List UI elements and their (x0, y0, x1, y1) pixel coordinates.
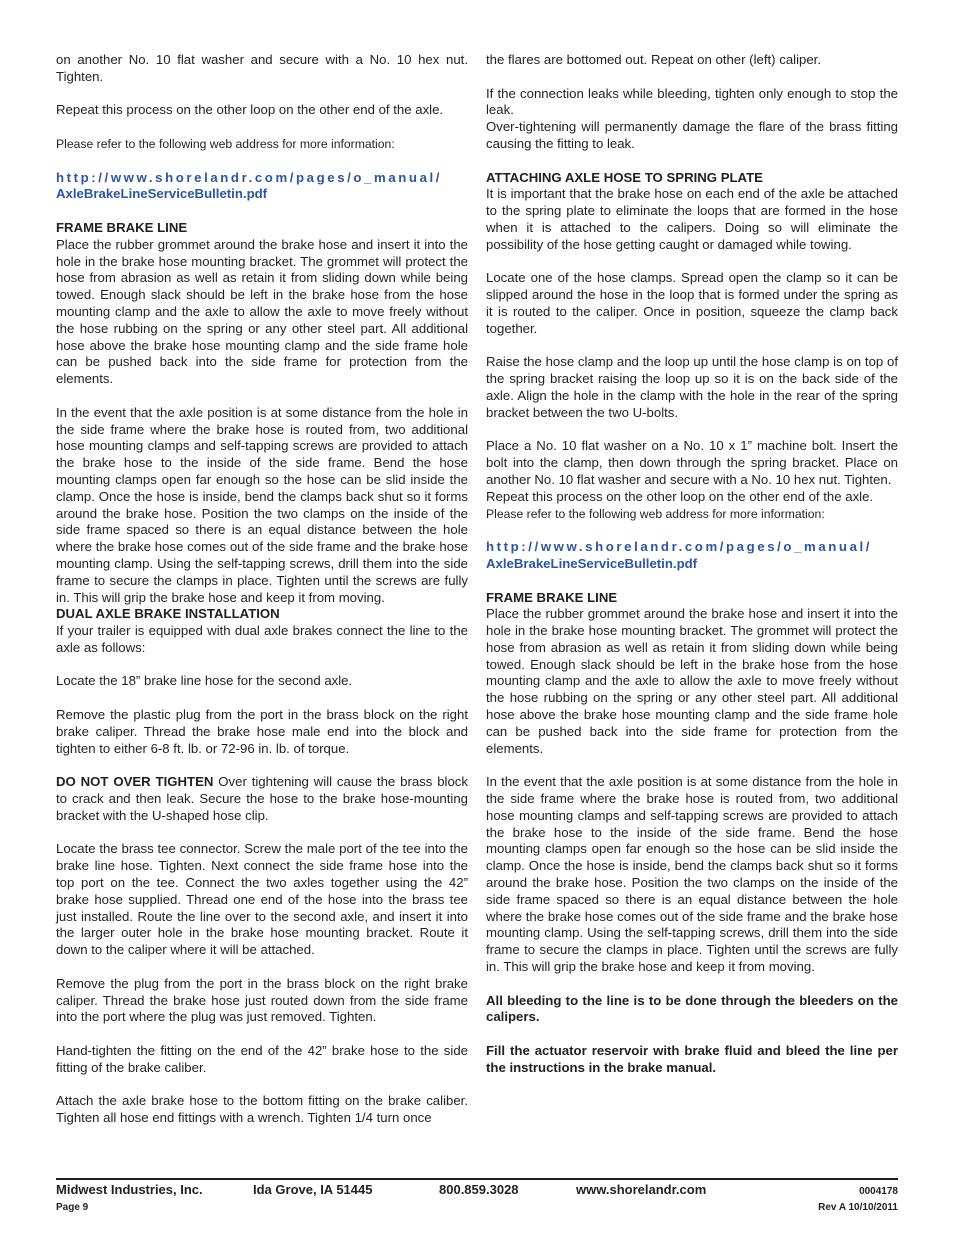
bulletin-link-line1[interactable]: http://www.shorelandr.com/pages/o_manual/ (56, 169, 443, 185)
paragraph: In the event that the axle position is at some distance from the hole in the side frame where the brake hose is routed from, two additional hose mounting clamps and self-tapping screws are provided to attach the brake hose to the inside of the side frame. Bend the hose mounting clamps open far enough so the hose can be slid inside the clamp. Once the hose is inside, bend the clamps back shut so it forms around the brake hose. Position the two clamps on the inside of the side frame spaced so there is an equal distance between the hole where the brake hose comes out of the side frame and the brake hose mounting clamp. Using the self-tapping screws, drill them into the side frame to secure the clamps in place. Tighten until the screws are fully in. This will grip the brake hose and keep it from moving. (486, 774, 898, 975)
bleeding-note: All bleeding to the line is to be done through the bleeders on the calipers. (486, 992, 898, 1025)
bulletin-link-line2[interactable]: AxleBrakeLineServiceBulletin.pdf (56, 186, 268, 202)
fill-reservoir-note: Fill the actuator reservoir with brake fluid and bleed the line per the instructions in the brake manual. (486, 1043, 898, 1075)
paragraph: Attach the axle brake hose to the bottom fitting on the brake caliber. Tighten all hose end fittings with a wrench. Tighten 1/4 turn once (56, 1093, 468, 1126)
left-column (56, 52, 468, 1127)
paragraph: Place the rubber grommet around the brake hose and insert it into the hole in the brake hose mounting bracket. The grommet will protect the hose from abrasion as well as retain it from sliding down while being towed. Enough slack should be left in the brake hose from the hose mounting clamp and the axle to allow the axle to move freely without the hose rubbing on the spring or any other steel part. All additional hose above the brake hose mounting clamp and the side frame hole can be pushed back into the side frame for protection from the elements. (56, 236, 468, 387)
paragraph: Hand-tighten the fitting on the end of the 42” brake hose to the side fitting of the brake caliber. (56, 1043, 468, 1075)
paragraph: Repeat this process on the other loop on the other end of the axle. (486, 488, 874, 504)
section-heading-frame-brake-line: FRAME BRAKE LINE (56, 219, 188, 235)
footer-page-number: Page 9 (56, 1202, 89, 1213)
footer-company: Midwest Industries, Inc. (56, 1182, 203, 1197)
footer-divider (56, 1178, 898, 1180)
paragraph: If the connection leaks while bleeding, tighten only enough to stop the leak. (486, 85, 898, 118)
reference-note: Please refer to the following web address for more information: (56, 136, 395, 151)
reference-note: Please refer to the following web address for more information: (486, 506, 825, 521)
paragraph: Place the rubber grommet around the brake hose and insert it into the hole in the brake hose mounting bracket. The grommet will protect the hose from abrasion as well as retain it from sliding down while being towed. Enough slack should be left in the brake hose from the hose mounting clamp and the axle to allow the axle to move freely without the hose rubbing on the spring or any other steel part. All additional hose above the brake hose mounting clamp and the side frame hole can be pushed back into the side frame for protection from the elements. (486, 606, 898, 756)
footer-doc-number: 0004178 (859, 1186, 898, 1197)
paragraph: It is important that the brake hose on each end of the axle be attached to the spring plate to eliminate the loops that are formed in the hose when it is attached to the calipers. Doing so will eliminate the possibility of the hose getting caught or damaged while towing. (486, 186, 898, 252)
paragraph: Over-tightening will permanently damage the flare of the brass fitting causing the fitting to leak. (486, 119, 898, 151)
bulletin-link-line2[interactable]: AxleBrakeLineServiceBulletin.pdf (486, 555, 698, 571)
paragraph: the flares are bottomed out. Repeat on other (left) caliper. (486, 52, 822, 67)
footer-phone: 800.859.3028 (439, 1182, 519, 1197)
footer-revision: Rev A 10/10/2011 (818, 1202, 898, 1213)
paragraph: Locate the 18” brake line hose for the second axle. (56, 673, 353, 689)
paragraph: Remove the plastic plug from the port in the brass block on the right brake caliper. Thread the brake hose male end into the block and tighten to either 6-8 ft. lb. or 72-96 in. lb. of torque. (56, 707, 468, 756)
warning-text: Over tightening will cause the brass block to crack and then leak. Secure the hose to the brake hose-mounting bracket with the U-shaped hose clip. (56, 774, 468, 823)
paragraph: Place a No. 10 flat washer on a No. 10 x 1” machine bolt. Insert the bolt into the clamp, then down through the spring bracket. Place on another No. 10 flat washer and secure with a No. 10 hex nut. Tighten. (486, 438, 898, 487)
warning-paragraph (56, 774, 468, 824)
paragraph: Remove the plug from the port in the brass block on the right brake caliper. Thread the brake hose just routed down from the side frame into the port where the plug was just removed. Tighten. (56, 975, 468, 1025)
warning-label: DO NOT OVER TIGHTEN (56, 774, 214, 790)
section-heading-frame-brake-line: FRAME BRAKE LINE (486, 589, 618, 605)
paragraph: In the event that the axle position is at some distance from the hole in the side frame where the brake hose is routed from, two additional hose mounting clamps and self-tapping screws are provided to attach the brake hose to the inside of the side frame. Bend the hose mounting clamps open far enough so the hose can be slid inside the clamp. Once the hose is inside, bend the clamps back shut so it forms around the brake hose. Position the two clamps on the inside of the side frame spaced so there is an equal distance between the hole where the brake hose comes out of the side frame and the brake hose mounting clamp. Using the self-tapping screws, drill them into the side frame to secure the clamps in place. Tighten until the screws are fully in. This will grip the brake hose and keep it from moving. (56, 404, 468, 605)
paragraph: Locate one of the hose clamps. Spread open the clamp so it can be slipped around the hose in the loop that is formed under the spring as it is routed to the caliper. Once in position, squeeze the clamp back together. (486, 270, 898, 336)
paragraph: Raise the hose clamp and the loop up until the hose clamp is on top of the spring bracket raising the loop up so it is on the back side of the axle. Align the hole in the clamp with the hole in the rear of the spring bracket between the two U-bolts. (486, 354, 898, 420)
footer-location: Ida Grove, IA 51445 (253, 1182, 373, 1197)
section-heading-attaching-axle-hose: ATTACHING AXLE HOSE TO SPRING PLATE (486, 169, 763, 185)
paragraph: If your trailer is equipped with dual axle brakes connect the line to the axle as follows: (56, 623, 468, 655)
paragraph: Locate the brass tee connector. Screw the male port of the tee into the brake line hose. Tighten. Next connect the side frame hose into the top port on the tee. Connect the two axles together using the 42” brake hose supplied. Thread one end of the hose into the brass tee just installed. Route the line over to the second axle, and insert it into the larger outer hole in the brake hose mounting bracket. Route it down to the caliper where it will be attached. (56, 841, 468, 958)
right-column (486, 52, 898, 1077)
paragraph: Repeat this process on the other loop on the other end of the axle. (56, 102, 444, 118)
section-heading-dual-axle: DUAL AXLE BRAKE INSTALLATION (56, 606, 280, 622)
bulletin-link-line1[interactable]: http://www.shorelandr.com/pages/o_manual/ (486, 539, 873, 555)
paragraph: on another No. 10 flat washer and secure with a No. 10 hex nut. Tighten. (56, 52, 468, 84)
footer-website[interactable]: www.shorelandr.com (576, 1182, 707, 1197)
